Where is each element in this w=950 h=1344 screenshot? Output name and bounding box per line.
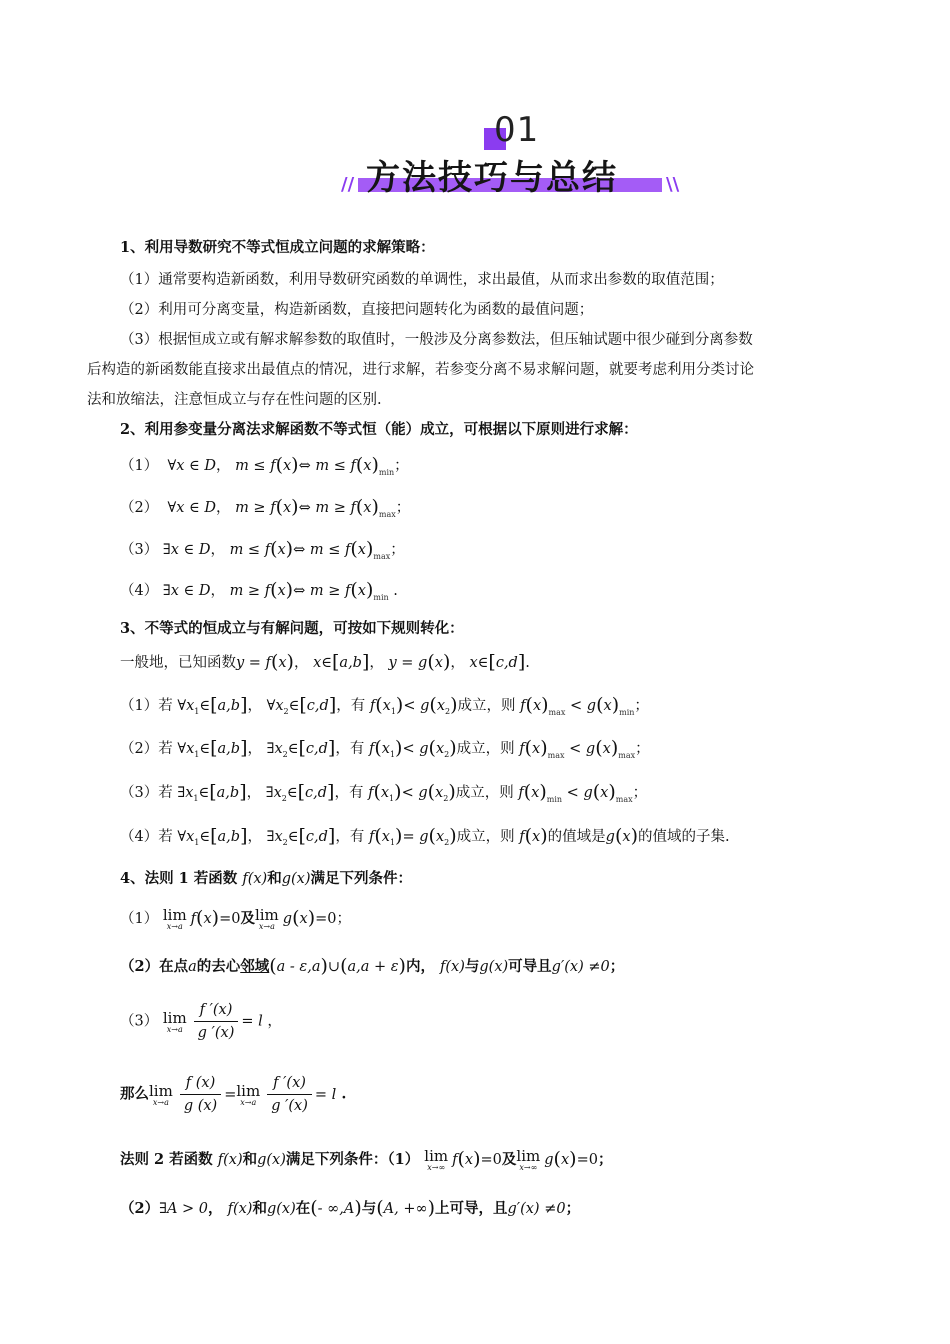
rule1-condition3: （3） lim x→a $\frac{f '(x)}{g '(x)}$ = l ， — [120, 1002, 282, 1041]
section2-rule2: （2） ∀x ∈ D， m ≥ f(x)⇔ $m \ge f(x)_{max}$； — [120, 496, 411, 519]
section4-heading: 4、法则 1 若函数 f(x)和g(x)满足下列条件： — [120, 870, 412, 887]
section1-para3a: （3）根据恒成立或有解求解参数的取值时，一般涉及分离参数法，但压轴试题中很少碰到分离参数 — [120, 332, 753, 348]
section-number: 01 — [494, 110, 540, 150]
section1-heading: 1、利用导数研究不等式恒成立问题的求解策略： — [120, 239, 435, 256]
right-slash-decoration: \\ — [666, 174, 680, 195]
section3-rule2: （2）若 $\forall x_1\in[a,b]$， $\exists x_2\in[c,d]$，有 $f(x_1)< g(x_2)$成立，则 $f(x)_{max} < g(x)_{max}$； — [120, 737, 650, 760]
rule1-conclusion: 那么 lim x→a $\frac{f (x)}{g (x)}$ = lim x→a $\frac{f '(x)}{g '(x)}$ = l . — [120, 1075, 347, 1114]
section1-para2: （2）利用可分离变量，构造新函数，直接把问题转化为函数的最值问题； — [120, 302, 594, 318]
section2-rule4: （4） ∃x ∈ D， m ≥ f(x)⇔ $m \ge f(x)_{min}$ . — [120, 579, 398, 602]
section2-rule1: （1） ∀x ∈ D， m ≤ f(x)⇔ $m \le f(x)_{min}$； — [120, 454, 409, 477]
section2-heading: 2、利用参变量分离法求解函数不等式恒（能）成立，可根据以下原则进行求解： — [120, 421, 638, 438]
section3-intro: 一般地，已知函数y = f(x)， x∈[a,b]， y = g(x)， x∈[c,d]. — [120, 651, 530, 673]
section3-rule1: （1）若 $\forall x_1\in[a,b]$， $\forall x_2\in[c,d]$，有 $f(x_1)< g(x_2)$成立，则 $f(x)_{max} < g(x)_{min}$； — [120, 694, 649, 717]
section2-rule3: （3） ∃x ∈ D， m ≤ f(x)⇔ $m \le f(x)_{max}$； — [120, 538, 405, 561]
section1-para1: （1）通常要构造新函数，利用导数研究函数的单调性，求出最值，从而求出参数的取值范围； — [120, 272, 724, 288]
page-title: 方法技巧与总结 — [366, 158, 618, 198]
section3-rule3: （3）若 $\exists x_1\in[a,b]$， $\exists x_2\in[c,d]$，有 $f(x_1)< g(x_2)$成立，则 $f(x)_{min} < g(x)_{max}$； — [120, 781, 648, 804]
left-slash-decoration: // — [341, 174, 355, 195]
rule1-condition2: （2）在点a的去心邻域(a - ε,a)∪(a,a + ε)内， f(x)与g(x)可导且g′(x) ≠0； — [120, 955, 625, 977]
section1-para3b: 后构造的新函数能直接求出最值点的情况，进行求解，若参变分离不易求解问题，就要考虑利用分类讨论 — [87, 362, 754, 378]
rule2-condition2: （2）∃A > 0， f(x)和g(x)在(- ∞,A)与(A, +∞)上可导，且g′(x) ≠0； — [120, 1197, 581, 1219]
section3-heading: 3、不等式的恒成立与有解问题，可按如下规则转化： — [120, 620, 464, 637]
section1-para3c: 法和放缩法，注意恒成立与存在性问题的区别. — [87, 392, 382, 408]
rule2-heading: 法则 2 若函数 f(x)和g(x)满足下列条件：（1） lim x→∞ f(x)=0及 lim x→∞ g(x)=0； — [120, 1147, 613, 1172]
section3-rule4: （4）若 $\forall x_1\in[a,b]$， $\exists x_2\in[c,d]$，有 $f(x_1)= g(x_2)$成立，则 f(x)的值域是g(x)的值域的子集. — [120, 825, 730, 847]
rule1-condition1: （1） lim x→a f(x)=0及 lim x→a g(x)=0； — [120, 906, 351, 931]
